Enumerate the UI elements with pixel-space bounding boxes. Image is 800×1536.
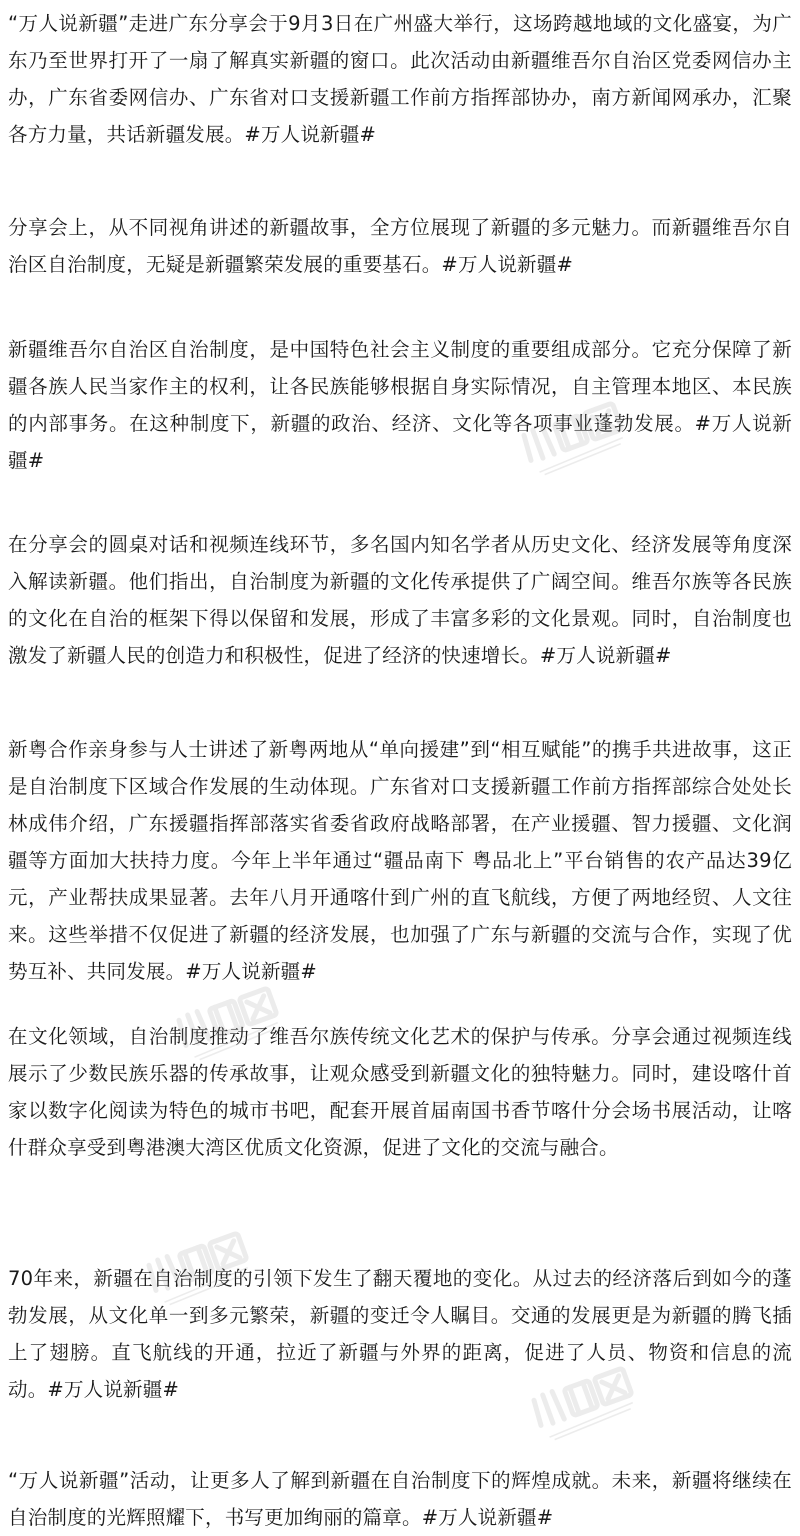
paragraph-8: “万人说新疆”活动，让更多人了解到新疆在自治制度下的辉煌成就。未来，新疆将继续在自治制度的光辉照耀下，书写更加绚丽的篇章。#万人说新疆#	[8, 1469, 792, 1529]
paragraph-7: 70年来，新疆在自治制度的引领下发生了翻天覆地的变化。从过去的经济落后到如今的蓬勃发展，从文化单一到多元繁荣，新疆的变迁令人瞩目。交通的发展更是为新疆的腾飞插上了翅膀。直飞航线的开通，拉近了新疆与外界的距离，促进了人员、物资和信息的流动。#万人说新疆#	[8, 1267, 792, 1401]
paragraph-5: 新粤合作亲身参与人士讲述了新粤两地从“单向援建”到“相互赋能”的携手共进故事，这正是自治制度下区域合作发展的生动体现。广东省对口支援新疆工作前方指挥部综合处处长林成伟介绍，广东援疆指挥部落实省委省政府战略部署，在产业援疆、智力援疆、文化润疆等方面加大扶持力度。今年上半年通过“疆品南下 粤品北上”平台销售的农产品达39亿元，产业帮扶成果显著。去年八月开通喀什到广州的直飞航线，方便了两地经贸、人文往来。这些举措不仅促进了新疆的经济发展，也加强了广东与新疆的交流与合作，实现了优势互补、共同发展。#万人说新疆#	[8, 738, 792, 983]
paragraph-6: 在文化领域，自治制度推动了维吾尔族传统文化艺术的保护与传承。分享会通过视频连线展示了少数民族乐器的传承故事，让观众感受到新疆文化的独特魅力。同时，建设喀什首家以数字化阅读为特色的城市书吧，配套开展首届南国书香节喀什分会场书展活动，让喀什群众享受到粤港澳大湾区优质文化资源，促进了文化的交流与融合。	[8, 1025, 792, 1159]
paragraph-3: 新疆维吾尔自治区自治制度，是中国特色社会主义制度的重要组成部分。它充分保障了新疆各族人民当家作主的权利，让各民族能够根据自身实际情况，自主管理本地区、本民族的内部事务。在这种制度下，新疆的政治、经济、文化等各项事业蓬勃发展。#万人说新疆#	[8, 338, 792, 472]
paragraph-4: 在分享会的圆桌对话和视频连线环节，多名国内知名学者从历史文化、经济发展等角度深入解读新疆。他们指出，自治制度为新疆的文化传承提供了广阔空间。维吾尔族等各民族的文化在自治的框架下得以保留和发展，形成了丰富多彩的文化景观。同时，自治制度也激发了新疆人民的创造力和积极性，促进了经济的快速增长。#万人说新疆#	[8, 533, 792, 667]
paragraph-1: “万人说新疆”走进广东分享会于9月3日在广州盛大举行，这场跨越地域的文化盛宴，为广东乃至世界打开了一扇了解真实新疆的窗口。此次活动由新疆维吾尔自治区党委网信办主办，广东省委网信办、广东省对口支援新疆工作前方指挥部协办，南方新闻网承办，汇聚各方力量，共话新疆发展。#万人说新疆#	[8, 12, 792, 146]
paragraph-2: 分享会上，从不同视角讲述的新疆故事，全方位展现了新疆的多元魅力。而新疆维吾尔自治区自治制度，无疑是新疆繁荣发展的重要基石。#万人说新疆#	[8, 216, 792, 276]
